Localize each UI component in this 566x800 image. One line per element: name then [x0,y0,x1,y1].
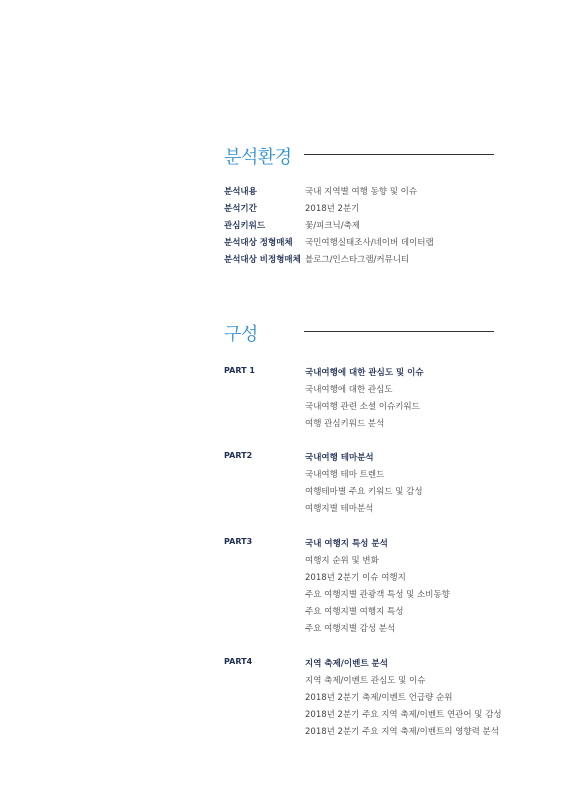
part-item: 여행 관심키워드 분석 [305,419,385,429]
part-item: 주요 여행지별 감성 분석 [305,624,396,634]
env-section-title: 분석환경 [224,147,292,168]
part-title: 지역 축제/이벤트 분석 [305,659,388,669]
env-section-rule [304,154,494,155]
env-value: 국내 지역별 여행 동향 및 이슈 [305,187,418,197]
part-title: 국내여행에 대한 관심도 및 이슈 [305,368,424,378]
part-label: PART2 [224,451,253,460]
env-label: 분석대상 정형매체 [224,238,293,248]
part-item: 국내여행에 대한 관심도 [305,385,393,395]
part-item: 여행지 순위 및 변화 [305,556,379,566]
part-item: 여행지별 테마분석 [305,504,374,514]
part-item: 주요 여행지별 여행지 특성 [305,607,404,617]
env-value: 2018년 2분기 [305,204,360,214]
env-value: 국민여행실태조사/네이버 데이터랩 [305,238,434,248]
env-label: 분석기간 [224,204,257,214]
part-item: 2018년 2분기 축제/이벤트 언급량 순위 [305,693,453,703]
part-label: PART3 [224,537,253,546]
env-label: 분석내용 [224,187,257,197]
part-label: PART4 [224,657,253,666]
part-item: 2018년 2분기 이슈 여행지 [305,573,406,583]
part-item: 지역 축제/이벤트 관심도 및 이슈 [305,676,426,686]
part-title: 국내 여행지 특성 분석 [305,539,388,549]
composition-section-title: 구성 [224,324,258,345]
part-label: PART 1 [224,366,255,375]
part-item: 국내여행 관련 소셜 이슈키워드 [305,402,420,412]
env-label: 관심키워드 [224,221,266,231]
part-item: 2018년 2분기 주요 지역 축제/이벤트의 영향력 분석 [305,727,499,737]
env-value: 블로그/인스타그램/커뮤니티 [305,255,410,265]
part-item: 여행테마별 주요 키워드 및 감성 [305,487,423,497]
composition-section-rule [304,331,494,332]
env-label: 분석대상 비정형매체 [224,255,301,265]
part-title: 국내여행 테마분석 [305,453,374,463]
part-item: 국내여행 테마 트렌드 [305,470,385,480]
part-item: 2018년 2분기 주요 지역 축제/이벤트 연관어 및 감성 [305,710,502,720]
part-item: 주요 여행지별 관광객 특성 및 소비동향 [305,590,450,600]
env-value: 꽃/피크닉/축제 [305,221,360,231]
